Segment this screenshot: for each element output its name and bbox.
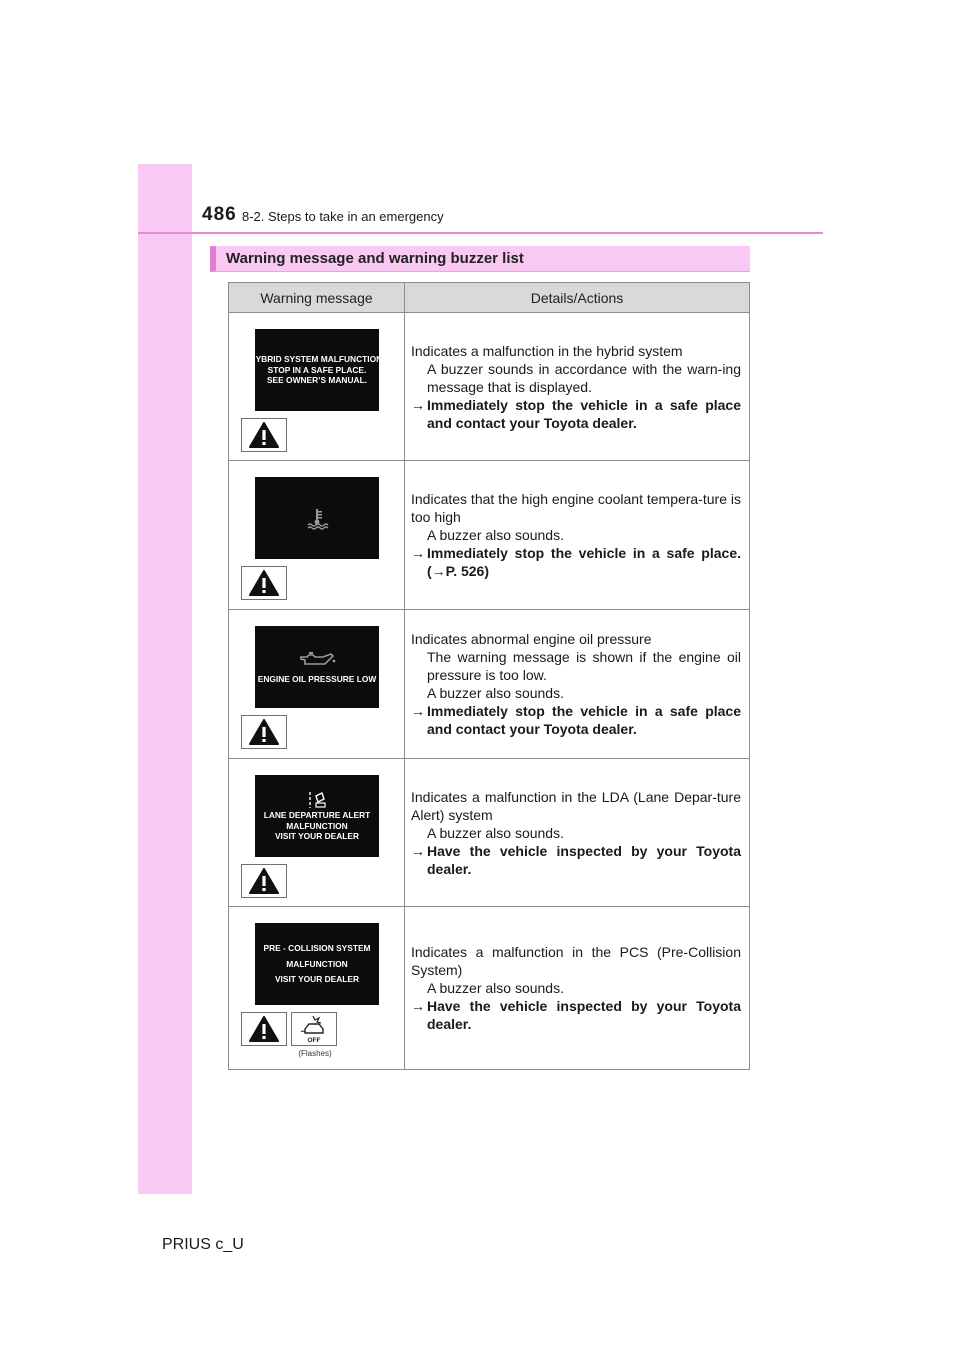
details-lead: Indicates abnormal engine oil pressure [411,631,652,647]
warning-triangle-icon [249,719,279,745]
display-screen [255,775,379,857]
details-note: A buzzer also sounds. [427,824,564,841]
message-cell [229,313,405,461]
warning-triangle-icon [249,1016,279,1042]
column-header-details: Details/Actions [405,283,750,313]
action-text: Have the vehicle inspected by your Toyota dealer. [427,842,741,877]
table-row [229,461,750,610]
details-lead: Indicates a malfunction in the LDA (Lane Depar-ture Alert) system [411,788,741,823]
details-note: A buzzer sounds in accordance with the warn-ing message that is displayed. [427,360,741,395]
screen-text-line: MALFUNCTION [286,820,348,831]
coolant-temperature-icon [305,506,329,530]
message-cell [229,759,405,907]
header-divider [138,232,823,234]
details-lead: Indicates a malfunction in the PCS (Pre-Collision System) [411,944,741,978]
footer-model: PRIUS c_U [162,1236,244,1253]
details-action [411,702,741,738]
details-cell [405,313,750,461]
action-text: Immediately stop the vehicle in a safe place and contact your Toyota dealer. [427,396,741,431]
table-row [229,759,750,907]
warning-triangle-icon [249,570,279,596]
page-number: 486 [202,204,237,225]
details-cell [405,907,750,1070]
arrow-icon: → [411,396,425,413]
details-action [411,396,741,432]
message-cell [229,907,405,1070]
display-screen [255,923,379,1005]
arrow-icon: → [411,842,425,859]
screen-text-line: VISIT YOUR DEALER [274,974,360,985]
table-row [229,610,750,759]
details-lead: Indicates a malfunction in the hybrid system [411,342,683,359]
display-screen [249,329,385,411]
details-action [411,997,741,1033]
details-action [411,842,741,878]
pcs-warning-light [291,1012,337,1046]
screen-text-line: VISIT YOUR DEALER [274,831,360,842]
column-header-message: Warning message [229,283,405,313]
arrow-icon: → [411,545,425,561]
message-cell [229,610,405,759]
action-text: Immediately stop the vehicle in a safe place. (→P. 526) [427,545,741,579]
section-title: Warning message and warning buzzer list [226,250,524,267]
pcs-off-label: OFF [307,1037,321,1044]
warning-triangle-icon [249,422,279,448]
chapter-title: 8-2. Steps to take in an emergency [242,209,444,224]
master-warning-light [241,418,287,452]
details-note: A buzzer also sounds. [427,527,564,543]
message-cell [229,461,405,610]
flashes-note: (Flashes) [298,1049,332,1058]
details-note: A buzzer also sounds. [427,980,564,996]
master-warning-light [241,1012,287,1046]
screen-text-line: SEE OWNER’S MANUAL. [266,375,368,386]
arrow-icon: → [411,998,425,1014]
section-heading [210,246,750,272]
screen-text-line: ENGINE OIL PRESSURE LOW [257,673,377,684]
table-row [229,907,750,1070]
display-screen [255,626,379,708]
arrow-icon: → [411,703,425,719]
master-warning-light [241,566,287,600]
details-cell [405,759,750,907]
details-lead: Indicates that the high engine coolant tempera-ture is too high [411,491,741,525]
details-note: The warning message is shown if the engine oil pressure is too low. [427,649,741,683]
details-cell [405,610,750,759]
warning-message-table [228,282,750,1070]
display-screen [255,477,379,559]
action-text: Have the vehicle inspected by your Toyota dealer. [427,998,741,1032]
action-text: Immediately stop the vehicle in a safe place and contact your Toyota dealer. [427,703,741,737]
screen-text-line: MALFUNCTION [286,958,348,969]
master-warning-light [241,715,287,749]
master-warning-light [241,864,287,898]
table-header-row [229,283,750,313]
details-action [411,544,741,580]
lane-departure-icon [306,790,328,810]
details-note: A buzzer also sounds. [427,685,564,701]
chapter-sidebar-tab [138,164,192,1194]
warning-triangle-icon [249,868,279,894]
pcs-off-icon [297,1014,331,1044]
details-cell [405,461,750,610]
table-row [229,313,750,461]
screen-text-line: STOP IN A SAFE PLACE. [267,364,367,375]
oil-can-icon [297,650,337,670]
screen-text-line: HYBRID SYSTEM MALFUNCTION. [249,353,385,364]
screen-text-line: PRE - COLLISION SYSTEM [263,942,371,953]
screen-text-line: LANE DEPARTURE ALERT [263,809,371,820]
